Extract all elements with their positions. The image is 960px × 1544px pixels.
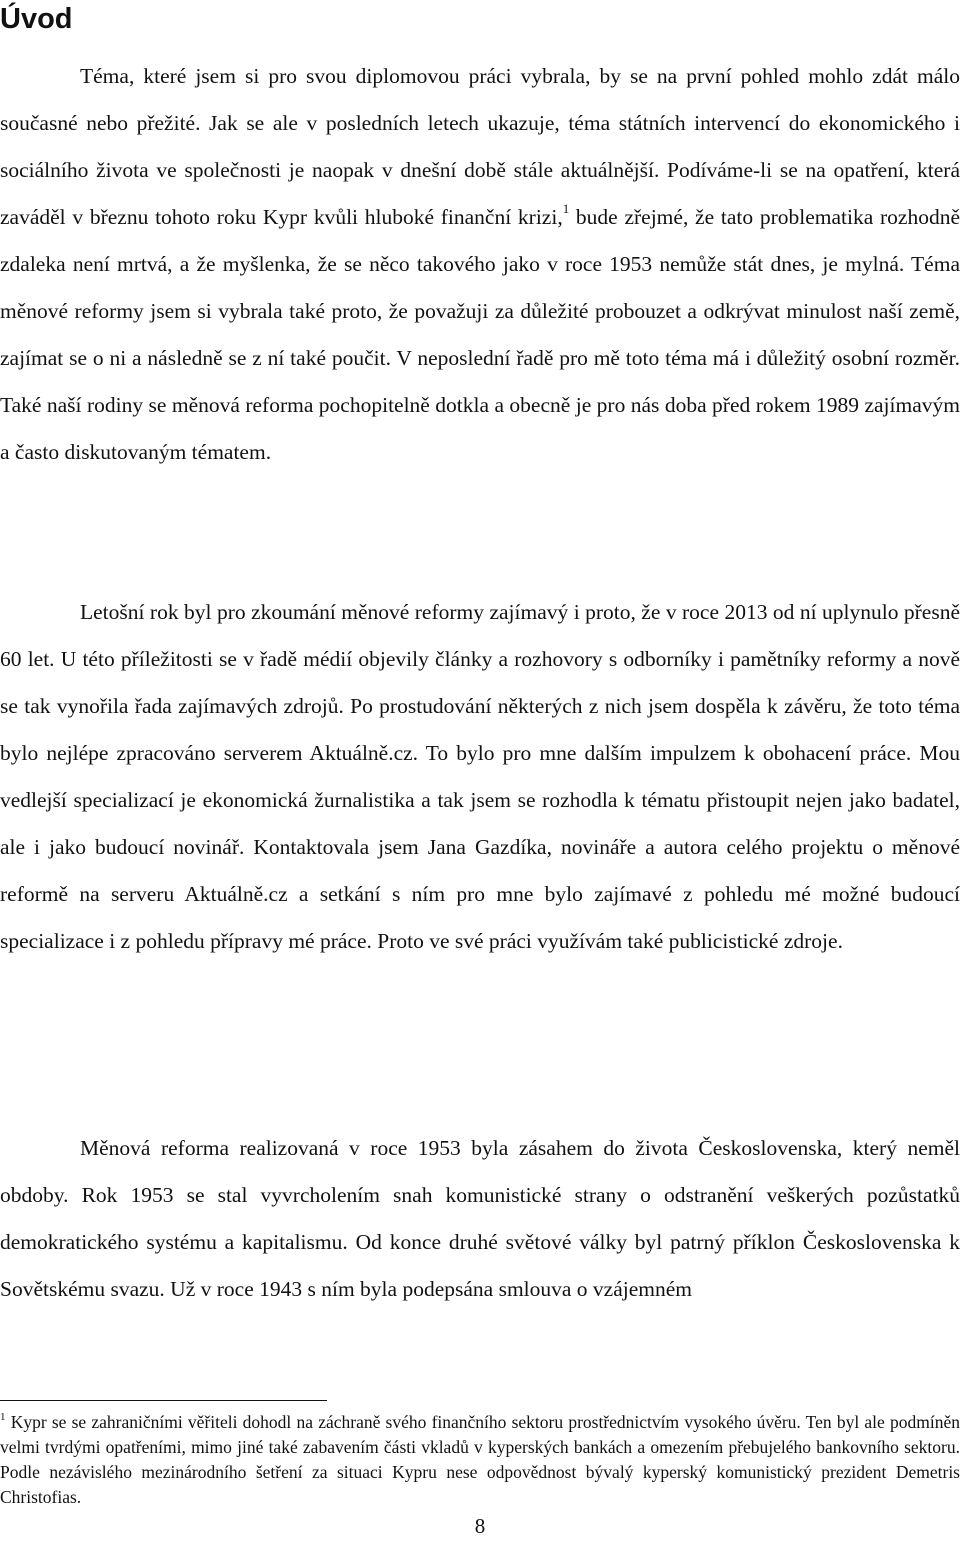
paragraph-intro [0, 53, 960, 476]
chapter-heading: Úvod [0, 3, 73, 35]
footnote-separator [0, 1400, 327, 1401]
page-number: 8 [474, 1514, 486, 1538]
paragraph-text: bude zřejmé, že tato problematika rozhodně zdaleka není mrtvá, a že myšlenka, že se něco takového jako v roce 1953 nemůže stát dnes, je mylná. Téma měnové reformy jsem si vybrala také proto, že považuji za důležité probouzet a odkrývat minulost naší země, zajímat se o ni a následně se z ní také poučit. V neposlední řadě pro mě toto téma má i důležitý osobní rozměr. Také naší rodiny se měnová reforma pochopitelně dotkla a obecně je pro nás doba před rokem 1989 zajímavým a často diskutovaným tématem. [0, 205, 960, 464]
footnote-reference[interactable]: 1 [562, 201, 570, 216]
footnote-number: 1 [0, 1411, 6, 1423]
paragraph-sources: Letošní rok byl pro zkoumání měnové reformy zajímavý i proto, že v roce 2013 od ní uplynulo přesně 60 let. U této příležitosti se v řadě médií objevily články a rozhovory s odborníky i pamětníky reformy a nově se tak vynořila řada zajímavých zdrojů. Po prostudování některých z nich jsem dospěla k závěru, že toto téma bylo nejlépe zpracováno serverem Aktuálně.cz. To bylo pro mne dalším impulzem k obohacení práce. Mou vedlejší specializací je ekonomická žurnalistika a tak jsem se rozhodla k tématu přistoupit nejen jako badatel, ale i jako budoucí novinář. Kontaktovala jsem Jana Gazdíka, novináře a autora celého projektu o měnové reformě na serveru Aktuálně.cz a setkání s ním pro mne bylo zajímavé z pohledu mé možné budoucí specializace i z pohledu přípravy mé práce. Proto ve své práci využívám také publicistické zdroje. [0, 600, 960, 953]
paragraph-text: Téma, které jsem si pro svou diplomovou práci vybrala, by se na první pohled mohlo zdát málo současné nebo přežité. Jak se ale v posledních letech ukazuje, téma státních intervencí do ekonomického i sociálního života ve společnosti je naopak v dnešní době stále aktuálnější. Podíváme-li se na opatření, která zaváděl v březnu tohoto roku Kypr kvůli hluboké finanční krizi, [0, 64, 960, 229]
paragraph-reform: Měnová reforma realizovaná v roce 1953 byla zásahem do života Československa, který neměl obdoby. Rok 1953 se stal vyvrcholením snah komunistické strany o odstranění veškerých pozůstatků demokratického systému a kapitalismu. Od konce druhé světové války byl patrný příklon Československa k Sovětskému svazu. Už v roce 1943 s ním byla podepsána smlouva o vzájemném [0, 1136, 960, 1301]
footnote-text: Kypr se se zahraničními věřiteli dohodl na záchraně svého finančního sektoru prostřednictvím vysokého úvěru. Ten byl ale podmíněn velmi tvrdými opatřeními, mimo jiné také zabavením části vkladů v kyperských bankách a omezením přebujelého bankovního sektoru. Podle nezávislého mezinárodního šetření za situaci Kypru nese odpovědnost bývalý kyperský komunistický prezident Demetris Christofias. [0, 1412, 960, 1507]
footnote [0, 1410, 960, 1510]
